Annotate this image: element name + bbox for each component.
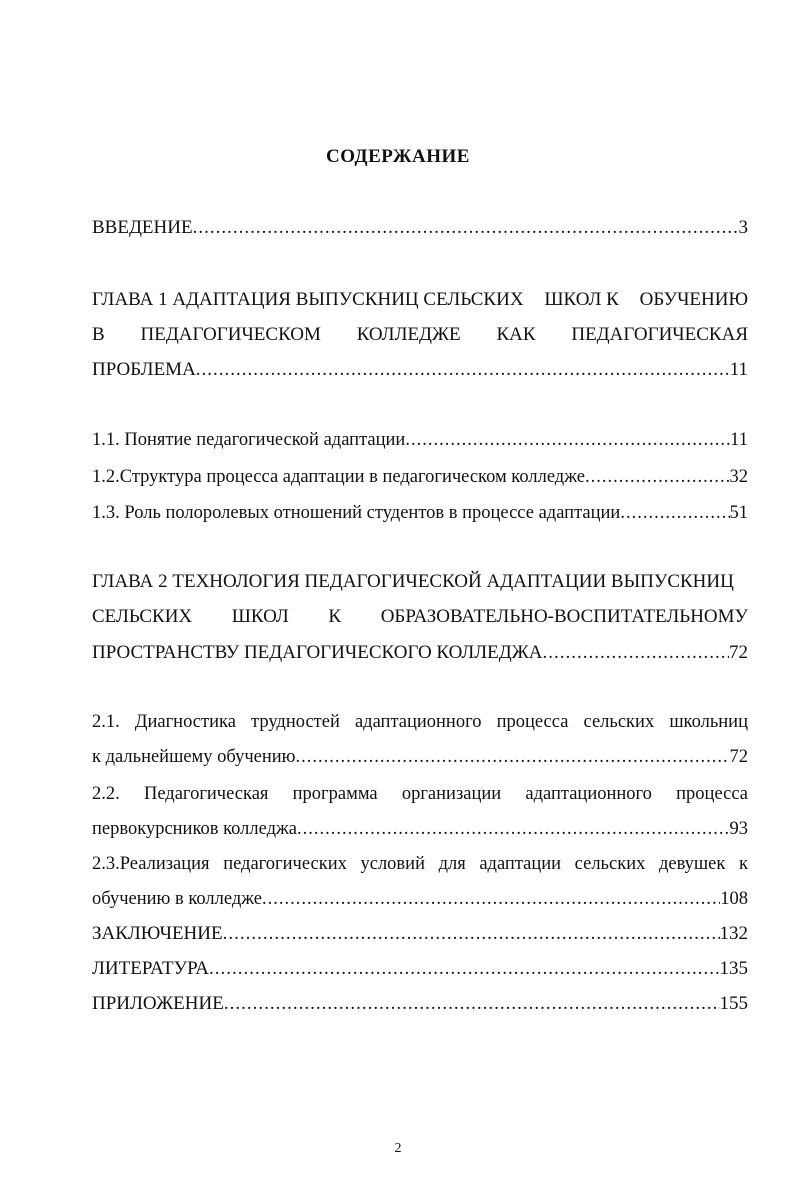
toc-entry-label: ПРОСТРАНСТВУ ПЕДАГОГИЧЕСКОГО КОЛЛЕДЖА [92,642,543,663]
toc-dot-leader [223,922,720,946]
toc-dot-leader [224,992,720,1016]
toc-entry-label: первокурсников колледжа [92,819,298,839]
toc-dot-leader [405,428,730,452]
toc-page-number: 51 [729,503,748,523]
text-word: девушек [658,854,726,874]
toc-entry-section-2-3 [92,887,748,911]
toc-dot-leader [620,501,729,525]
toc-entry-conclusion [92,922,748,946]
toc-entry-label: 1.3. Роль полоролевых отношений студентов в процессе адаптации [92,503,621,523]
text-word: 2.2. [92,784,120,804]
toc-entry-label: ВВЕДЕНИЕ [92,217,193,238]
toc-dot-leader [585,465,730,489]
toc-entry-intro [92,216,748,240]
text-word: сельских [583,712,655,732]
text-word: к [738,854,748,874]
toc-page-number: 72 [729,747,748,767]
toc-entry-label: ЗАКЛЮЧЕНИЕ [92,923,223,944]
toc-entry-section-2-1-line1 [92,710,748,734]
chapter1-heading-line1 [92,288,748,312]
text-word: организации [401,784,502,804]
toc-page-number: 132 [719,923,748,944]
toc-entry-chapter2 [92,641,748,665]
toc-page-number: 93 [729,819,748,839]
toc-page-number: 72 [729,642,748,663]
text-word: 2.3.Реализация [92,854,210,874]
text-word: программа [292,784,378,804]
toc-dot-leader [196,358,730,382]
toc-entry-label: обучению в колледже [92,889,262,909]
toc-dot-leader [542,641,729,665]
toc-page-number: 108 [720,889,748,909]
toc-entry-label: ПРИЛОЖЕНИЕ [92,993,224,1014]
toc-page-number: 3 [738,217,748,238]
text-word: для [438,854,466,874]
text-word: адаптационного [354,712,482,732]
toc-page-number: 135 [719,958,748,979]
toc-page-number: 11 [729,359,748,380]
page-title: СОДЕРЖАНИЕ [326,146,470,167]
toc-entry-label: к дальнейшему обучению [92,747,296,767]
toc-page-number: 32 [729,467,748,487]
toc-entry-label: 1.1. Понятие педагогической адаптации [92,430,406,450]
toc-dot-leader [193,216,739,240]
toc-entry-label: ПРОБЛЕМА [92,359,196,380]
toc-entry-section-2-1 [92,745,748,769]
toc-entry-label: ЛИТЕРАТУРА [92,958,209,979]
heading-word: ГЛАВА 1 АДАПТАЦИЯ ВЫПУСКНИЦ СЕЛЬСКИХ [92,289,524,310]
text-word: трудностей [251,712,340,732]
text-word: условий [360,854,425,874]
toc-entry-section-2-2 [92,817,748,841]
toc-entry-section-2-2-line1 [92,782,748,806]
toc-entry-literature [92,957,748,981]
heading-word: КАК [496,324,536,345]
heading-word: ОБРАЗОВАТЕЛЬНО-ВОСПИТАТЕЛЬНОМУ [380,606,748,627]
heading-word: ПЕДАГОГИЧЕСКАЯ [571,324,748,345]
toc-entry-section-1-3 [92,501,748,525]
chapter2-heading-line1: ГЛАВА 2 ТЕХНОЛОГИЯ ПЕДАГОГИЧЕСКОЙ АДАПТАЦИИ ВЫПУСКНИЦ [92,571,734,592]
toc-dot-leader [262,887,720,911]
heading-word: ОБУЧЕНИЮ [639,289,748,310]
text-word: школьниц [669,712,748,732]
heading-word: В [92,324,105,345]
heading-word: ШКОЛ К [544,289,619,310]
text-word: Диагностика [134,712,236,732]
toc-entry-section-1-2 [92,465,748,489]
text-word: педагогических [223,854,347,874]
heading-word: ПЕДАГОГИЧЕСКОМ [140,324,321,345]
heading-word: СЕЛЬСКИХ [92,606,193,627]
heading-word: ШКОЛ [231,606,289,627]
toc-entry-section-2-3-line1 [92,852,748,876]
toc-entry-section-1-1 [92,428,748,452]
toc-dot-leader [209,957,720,981]
text-word: Педагогическая [143,784,269,804]
text-word: сельских [574,854,646,874]
page-number: 2 [394,1141,402,1156]
text-word: процесса [496,712,569,732]
toc-page-number: 11 [730,430,748,450]
text-word: процесса [676,784,748,804]
text-word: адаптационного [525,784,652,804]
heading-word: К [328,606,342,627]
chapter2-heading-line2 [92,605,748,629]
toc-entry-appendix [92,992,748,1016]
toc-entry-label: 1.2.Структура процесса адаптации в педагогическом колледже [92,467,585,487]
toc-page-number: 155 [719,993,748,1014]
toc-dot-leader [295,745,729,769]
text-word: 2.1. [92,712,120,732]
toc-dot-leader [297,817,729,841]
text-word: адаптации [479,854,562,874]
heading-word: КОЛЛЕДЖЕ [356,324,461,345]
chapter1-heading-line2 [92,323,748,347]
toc-entry-chapter1 [92,358,748,382]
